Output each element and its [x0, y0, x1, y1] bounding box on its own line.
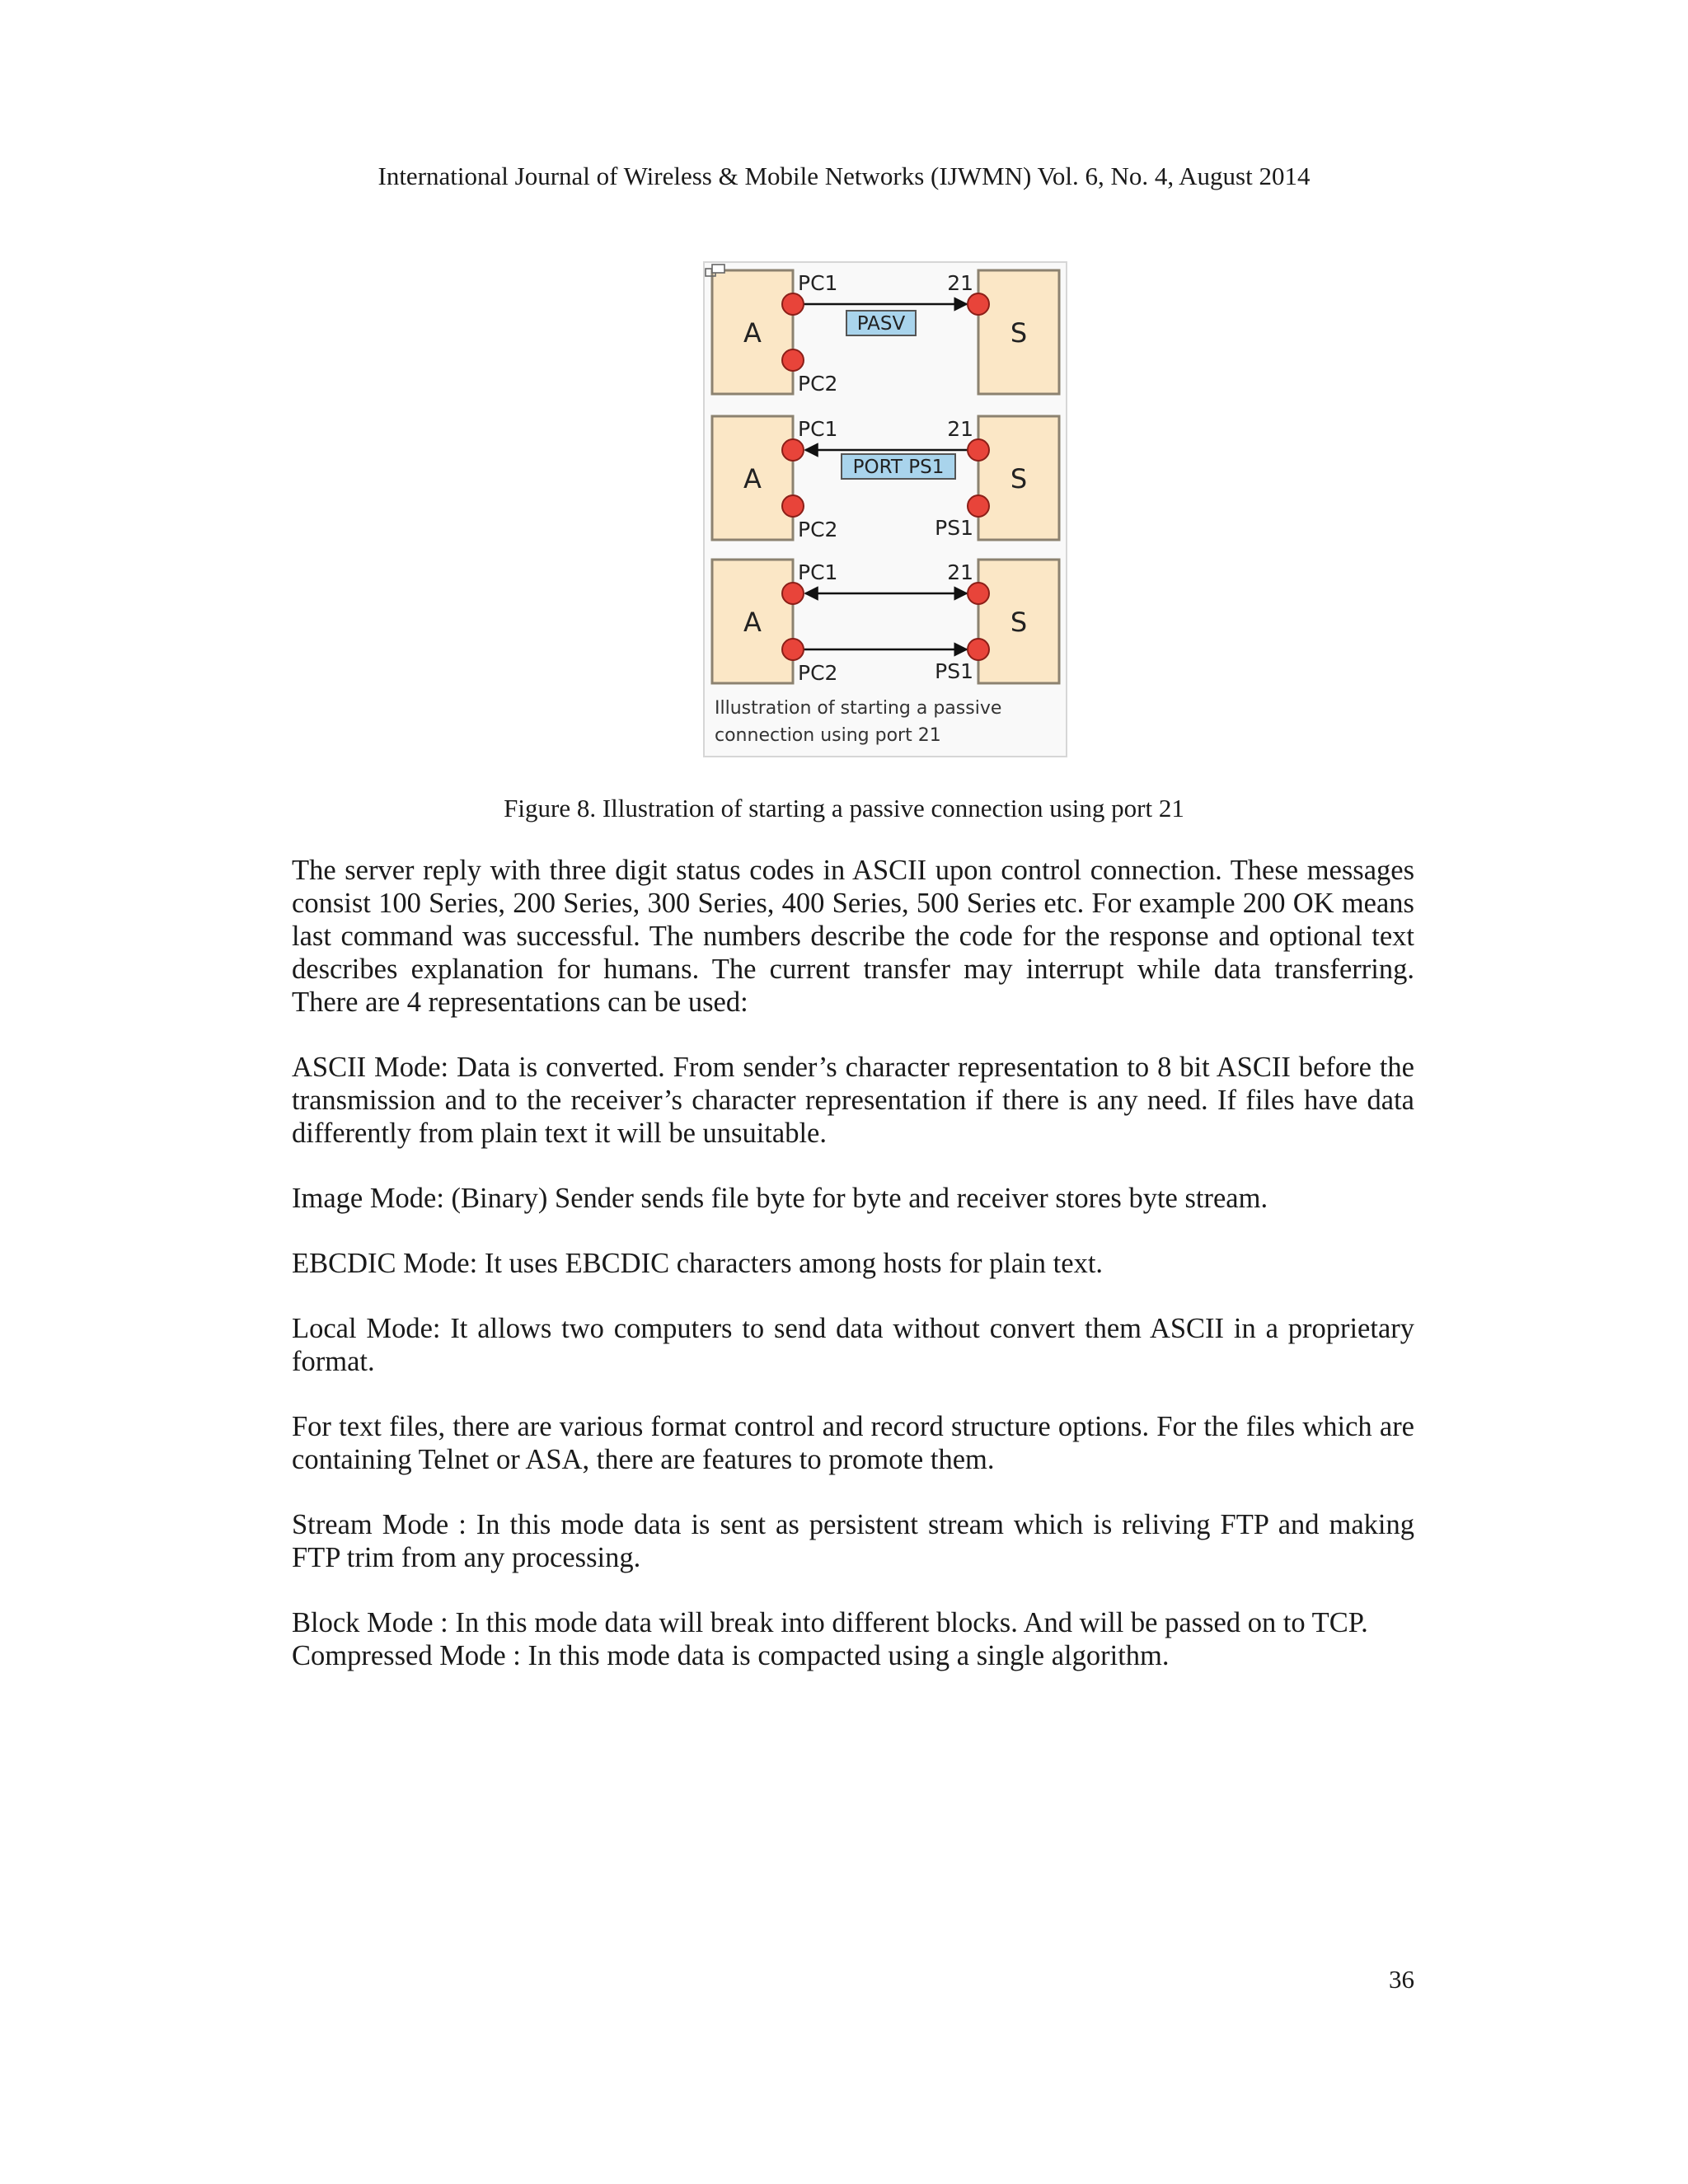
port-pc2-label: PC2: [798, 372, 838, 396]
port-dot: [968, 495, 989, 517]
paragraph-stream-mode: Stream Mode : In this mode data is sent as persistent stream which is reliving FTP and making FTP trim from any processing.: [292, 1509, 1414, 1573]
port-dot: [968, 293, 989, 315]
port-pc1-label: PC1: [798, 271, 838, 295]
port-pc2-label: PC2: [798, 661, 838, 685]
port-ps1-label: PS1: [935, 516, 973, 540]
paragraph-local-mode: Local Mode: It allows two computers to send data without convert them ASCII in a proprietary format.: [292, 1313, 1414, 1377]
figure-inner-caption: [715, 695, 1028, 749]
port-dot: [968, 439, 989, 461]
paragraph-block-mode: Block Mode : In this mode data will break into different blocks. And will be passed on to TCP.: [292, 1607, 1368, 1638]
port-dot: [782, 439, 804, 461]
paragraph-status-codes: The server reply with three digit status codes in ASCII upon control connection. These messages consist 100 Series, 200 Series, 300 Series, 400 Series, 500 Series etc. For example 200 OK means last command was successful. The numbers describe the code for the response and optional text describes explanation for humans. The current transfer may interrupt while data transferring. There are 4 representations can be used:: [292, 855, 1414, 1018]
panel-pasv: [712, 270, 1059, 396]
host-a-label: A: [743, 607, 762, 638]
host-a-label: A: [743, 463, 762, 494]
host-s-label: S: [1010, 463, 1028, 494]
host-a-label: A: [743, 317, 762, 349]
body-text: [292, 854, 1414, 1672]
port-pc2-label: PC2: [798, 518, 838, 541]
port-dot: [968, 639, 989, 660]
figure-caption: Figure 8. Illustration of starting a passive connection using port 21: [504, 794, 1184, 823]
paragraph-compressed-mode: Compressed Mode : In this mode data is compacted using a single algorithm.: [292, 1640, 1170, 1671]
port-21-label: 21: [947, 560, 973, 584]
paragraph-image-mode: Image Mode: (Binary) Sender sends file byte for byte and receiver stores byte stream.: [292, 1183, 1268, 1214]
panel-port: [712, 416, 1059, 541]
port-dot: [782, 293, 804, 315]
journal-header: International Journal of Wireless & Mobile Networks (IJWMN) Vol. 6, No. 4, August 2014: [377, 162, 1311, 190]
host-s-label: S: [1010, 607, 1028, 638]
command-port: PORT PS1: [852, 457, 945, 478]
port-dot: [968, 583, 989, 604]
paragraph-text-files: For text files, there are various format control and record structure options. For the files which are containing Telnet or ASA, there are features to promote them.: [292, 1411, 1414, 1475]
port-pc1-label: PC1: [798, 417, 838, 441]
port-pc1-label: PC1: [798, 560, 838, 584]
command-pasv: PASV: [856, 313, 906, 335]
paragraph-ebcdic-mode: EBCDIC Mode: It uses EBCDIC characters among hosts for plain text.: [292, 1248, 1104, 1279]
host-s-label: S: [1010, 317, 1028, 349]
ftp-passive-figure: [703, 261, 1067, 757]
ftp-diagram: [705, 263, 1069, 759]
inner-caption-line-1: Illustration of starting a passive: [715, 698, 1002, 719]
inner-caption-line-2: connection using port 21: [715, 725, 941, 746]
port-ps1-label: PS1: [935, 659, 973, 683]
port-dot: [782, 349, 804, 371]
magnify-icon[interactable]: [705, 263, 726, 279]
port-dot: [782, 495, 804, 517]
port-21-label: 21: [947, 417, 973, 441]
paragraph-ascii-mode: ASCII Mode: Data is converted. From sender’s character representation to 8 bit ASCII before the transmission and to the receiver’s character representation if there is any need. If files have data differently from plain text it will be unsuitable.: [292, 1052, 1414, 1149]
port-21-label: 21: [947, 271, 973, 295]
page-number: 36: [1389, 1965, 1414, 1994]
panel-connected: [712, 560, 1059, 685]
port-dot: [782, 583, 804, 604]
port-dot: [782, 639, 804, 660]
